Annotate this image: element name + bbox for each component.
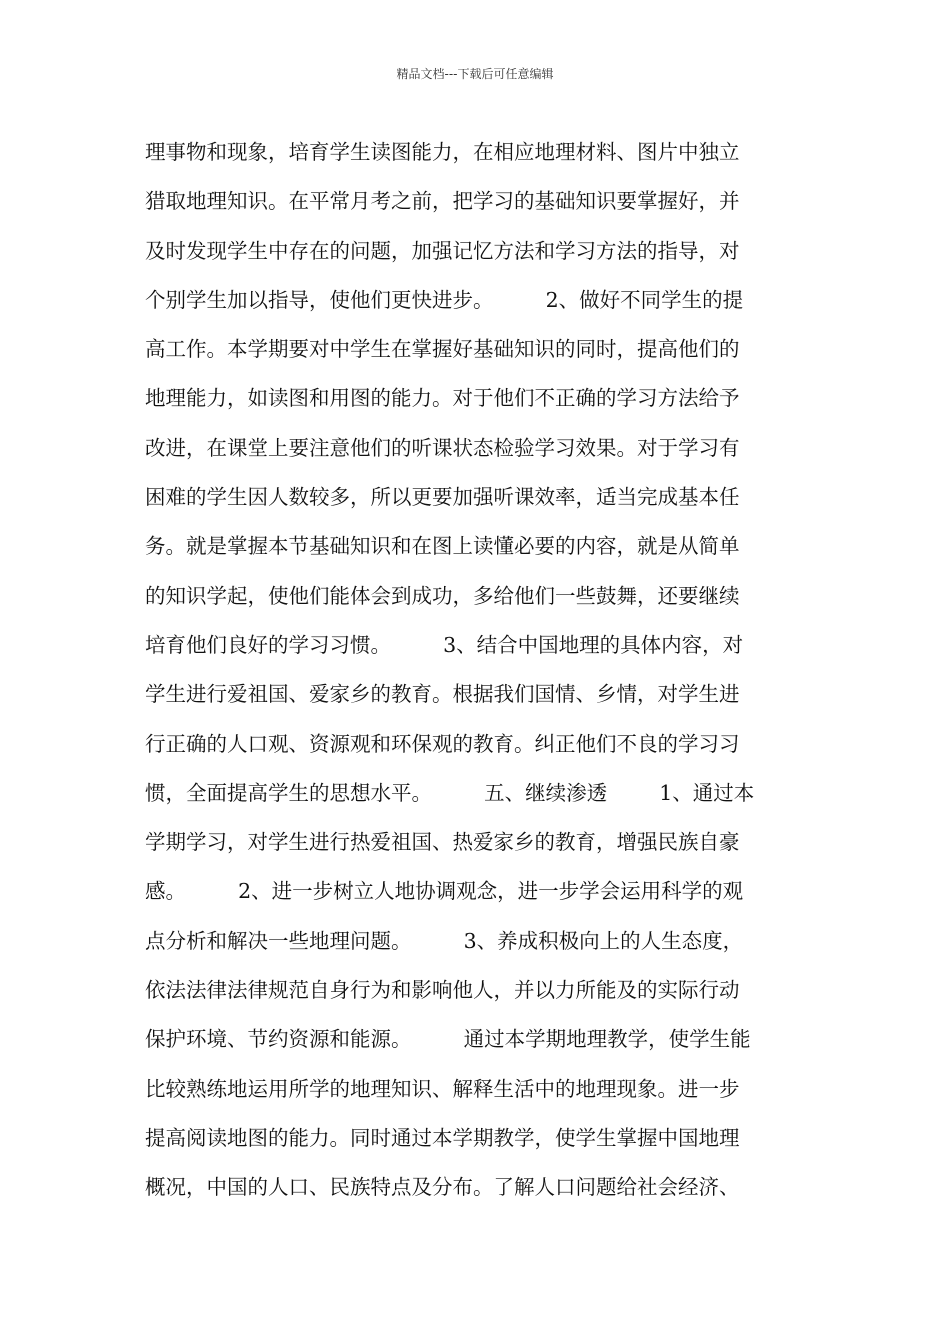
text-line: 比较熟练地运用所学的地理知识、解释生活中的地理现象。进一步 <box>145 1076 740 1101</box>
text-line: 困难的学生因人数较多，所以更要加强听课效率，适当完成基本任 <box>145 485 740 510</box>
text-line: 惯，全面提高学生的思想水平。 五、继续渗透 1、通过本 <box>145 780 755 805</box>
text-line: 提高阅读地图的能力。同时通过本学期教学，使学生掌握中国地理 <box>145 1125 740 1150</box>
text-line: 理事物和现象，培育学生读图能力，在相应地理材料、图片中独立 <box>145 140 740 164</box>
text-line: 行正确的人口观、资源观和环保观的教育。纠正他们不良的学习习 <box>145 731 740 756</box>
text-line: 务。就是掌握本节基础知识和在图上读懂必要的内容，就是从简单 <box>145 534 740 559</box>
text-line: 保护环境、节约资源和能源。 通过本学期地理教学，使学生能 <box>145 1027 751 1052</box>
text-line: 感。 2、进一步树立人地协调观念，进一步学会运用科学的观 <box>145 879 744 904</box>
document-body <box>145 128 811 1213</box>
text-line: 培育他们良好的学习习惯。 3、结合中国地理的具体内容，对 <box>145 632 744 657</box>
text-line: 地理能力，如读图和用图的能力。对于他们不正确的学习方法给予 <box>145 386 740 411</box>
page-header: 精品文档---下载后可任意编辑 <box>396 67 554 81</box>
text-line: 点分析和解决一些地理问题。 3、养成积极向上的人生态度， <box>145 928 744 953</box>
text-line: 高工作。本学期要对中学生在掌握好基础知识的同时，提高他们的 <box>145 337 740 362</box>
text-line: 个别学生加以指导，使他们更快进步。 2、做好不同学生的提 <box>145 287 744 312</box>
text-line: 学期学习，对学生进行热爱祖国、热爱家乡的教育，增强民族自豪 <box>145 830 740 855</box>
text-line: 依法法律法律规范自身行为和影响他人，并以力所能及的实际行动 <box>145 978 740 1003</box>
text-line: 改进，在课堂上要注意他们的听课状态检验学习效果。对于学习有 <box>145 435 740 460</box>
text-line: 的知识学起，使他们能体会到成功，多给他们一些鼓舞，还要继续 <box>145 583 740 608</box>
text-line: 概况，中国的人口、民族特点及分布。了解人口问题给社会经济、 <box>145 1175 740 1200</box>
text-line: 猎取地理知识。在平常月考之前，把学习的基础知识要掌握好，并 <box>145 189 740 214</box>
text-line: 学生进行爱祖国、爱家乡的教育。根据我们国情、乡情，对学生进 <box>145 682 740 707</box>
text-line: 及时发现学生中存在的问题，加强记忆方法和学习方法的指导，对 <box>145 238 740 263</box>
